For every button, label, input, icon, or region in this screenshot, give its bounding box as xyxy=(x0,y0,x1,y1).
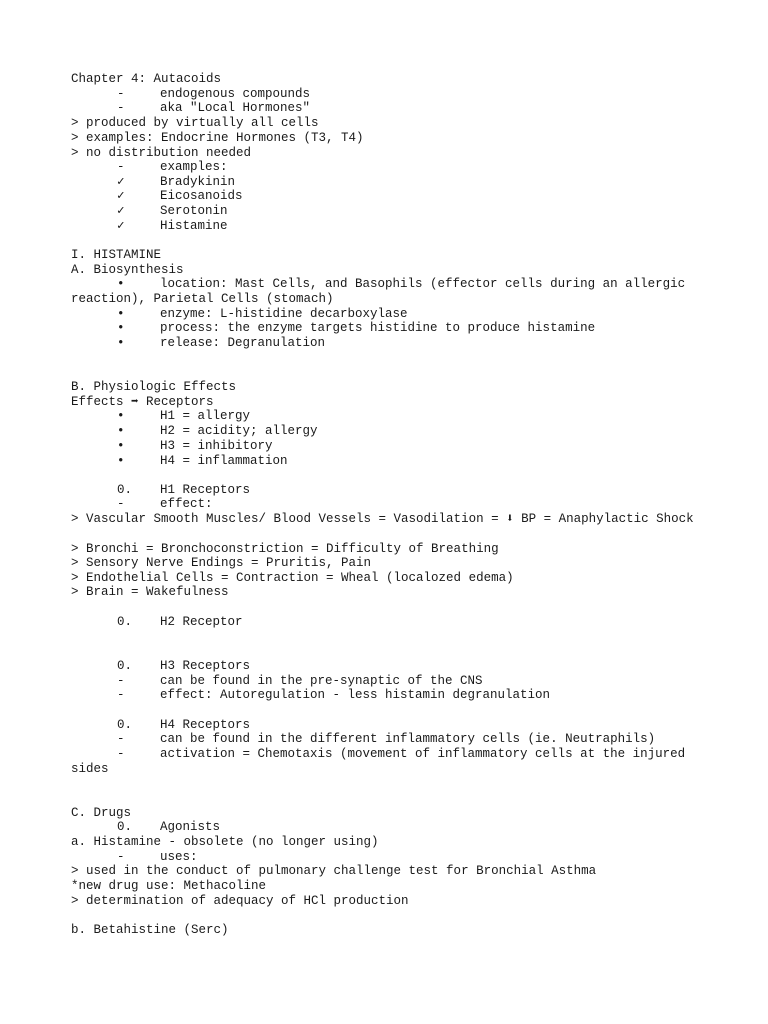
list-item xyxy=(71,747,699,777)
list-item-text: H2 = acidity; allergy xyxy=(160,424,318,438)
bullet-marker: • xyxy=(117,424,125,438)
list-item xyxy=(117,87,310,102)
dash-marker: - xyxy=(117,160,125,174)
section-heading: I. HISTAMINE xyxy=(71,248,162,262)
text-line: > Vascular Smooth Muscles/ Blood Vessels = Vasodilation = ⬇ BP = Anaphylactic Shock xyxy=(71,512,694,526)
list-item xyxy=(117,424,318,439)
text-line: > examples: Endocrine Hormones (T3, T4) xyxy=(71,131,364,145)
list-item-text: H3 = inhibitory xyxy=(160,439,273,453)
list-item-text: H1 Receptors xyxy=(160,483,251,497)
bullet-marker: • xyxy=(117,336,125,350)
chapter-title: Chapter 4: Autacoids xyxy=(71,72,222,86)
list-item-text: release: Degranulation xyxy=(160,336,326,350)
bullet-marker: • xyxy=(117,277,125,291)
list-item-text: H4 Receptors xyxy=(160,718,251,732)
list-item xyxy=(117,732,655,747)
bullet-marker: • xyxy=(117,307,125,321)
text-line: > Bronchi = Bronchoconstriction = Difficulty of Breathing xyxy=(71,542,499,556)
text-line: a. Histamine - obsolete (no longer using) xyxy=(71,835,379,849)
text-line: > used in the conduct of pulmonary challenge test for Bronchial Asthma xyxy=(71,864,597,878)
list-item-text: Bradykinin xyxy=(160,175,236,189)
numbered-item xyxy=(117,659,250,674)
list-item-text: activation = Chemotaxis (movement of inflammatory cells at the injured sides xyxy=(71,747,686,776)
list-item xyxy=(117,409,250,424)
dash-marker: - xyxy=(117,850,125,864)
dash-marker: - xyxy=(117,732,125,746)
bullet-marker: • xyxy=(117,454,125,468)
list-item-text: can be found in the pre-synaptic of the CNS xyxy=(160,674,483,688)
list-item-text: H4 = inflammation xyxy=(160,454,288,468)
list-item-text: effect: Autoregulation - less histamin degranulation xyxy=(160,688,551,702)
list-item xyxy=(117,454,288,469)
checkmark-icon: ✓ xyxy=(117,219,125,233)
subsection-heading: B. Physiologic Effects xyxy=(71,380,237,394)
checkmark-icon: ✓ xyxy=(117,204,125,218)
checkmark-icon: ✓ xyxy=(117,189,125,203)
list-item-text: can be found in the different inflammatory cells (ie. Neutraphils) xyxy=(160,732,656,746)
number-marker: 0. xyxy=(117,483,133,497)
text-line: b. Betahistine (Serc) xyxy=(71,923,229,937)
list-item xyxy=(117,688,550,703)
number-marker: 0. xyxy=(117,718,133,732)
dash-marker: - xyxy=(117,674,125,688)
list-item xyxy=(117,307,408,322)
bullet-marker: • xyxy=(117,409,125,423)
dash-marker: - xyxy=(117,747,125,761)
subsection-heading: C. Drugs xyxy=(71,806,132,820)
list-item xyxy=(117,674,483,689)
list-item-text: process: the enzyme targets histidine to produce histamine xyxy=(160,321,596,335)
list-item xyxy=(117,160,228,175)
list-item xyxy=(117,439,273,454)
list-item-text: location: Mast Cells, and Basophils (effector cells during an allergic reaction), Parietal Cells (stomach) xyxy=(71,277,686,306)
numbered-item xyxy=(117,483,250,498)
dash-marker: - xyxy=(117,101,125,115)
number-marker: 0. xyxy=(117,659,133,673)
list-item-text: effect: xyxy=(160,497,213,511)
text-line: > Sensory Nerve Endings = Pruritis, Pain xyxy=(71,556,372,570)
list-item-text: Histamine xyxy=(160,219,228,233)
list-item-text: uses: xyxy=(160,850,198,864)
list-item-text: H2 Receptor xyxy=(160,615,243,629)
list-item xyxy=(117,101,310,116)
list-item xyxy=(117,336,325,351)
list-item xyxy=(117,321,595,336)
numbered-item xyxy=(117,718,250,733)
numbered-item xyxy=(117,615,243,630)
list-item-text: H3 Receptors xyxy=(160,659,251,673)
list-item-text: endogenous compounds xyxy=(160,87,311,101)
text-line: Effects ➡ Receptors xyxy=(71,395,214,409)
numbered-item xyxy=(117,820,220,835)
list-item-text: Serotonin xyxy=(160,204,228,218)
list-item xyxy=(117,175,235,190)
number-marker: 0. xyxy=(117,615,133,629)
dash-marker: - xyxy=(117,497,125,511)
dash-marker: - xyxy=(117,688,125,702)
list-item xyxy=(71,277,699,307)
list-item-text: examples: xyxy=(160,160,228,174)
list-item xyxy=(117,219,228,234)
text-line: > Endothelial Cells = Contraction = Wheal (localozed edema) xyxy=(71,571,514,585)
list-item xyxy=(117,850,198,865)
list-item-text: Agonists xyxy=(160,820,221,834)
bullet-marker: • xyxy=(117,321,125,335)
list-item-text: aka "Local Hormones" xyxy=(160,101,311,115)
list-item-text: enzyme: L-histidine decarboxylase xyxy=(160,307,408,321)
list-item xyxy=(117,204,228,219)
bullet-marker: • xyxy=(117,439,125,453)
dash-marker: - xyxy=(117,87,125,101)
subsection-heading: A. Biosynthesis xyxy=(71,263,184,277)
number-marker: 0. xyxy=(117,820,133,834)
text-line: > produced by virtually all cells xyxy=(71,116,319,130)
list-item xyxy=(117,497,213,512)
text-line: > no distribution needed xyxy=(71,146,252,160)
list-item xyxy=(117,189,243,204)
text-line: *new drug use: Methacoline xyxy=(71,879,267,893)
text-line: > determination of adequacy of HCl production xyxy=(71,894,409,908)
checkmark-icon: ✓ xyxy=(117,175,125,189)
list-item-text: Eicosanoids xyxy=(160,189,243,203)
text-line: > Brain = Wakefulness xyxy=(71,585,229,599)
list-item-text: H1 = allergy xyxy=(160,409,251,423)
